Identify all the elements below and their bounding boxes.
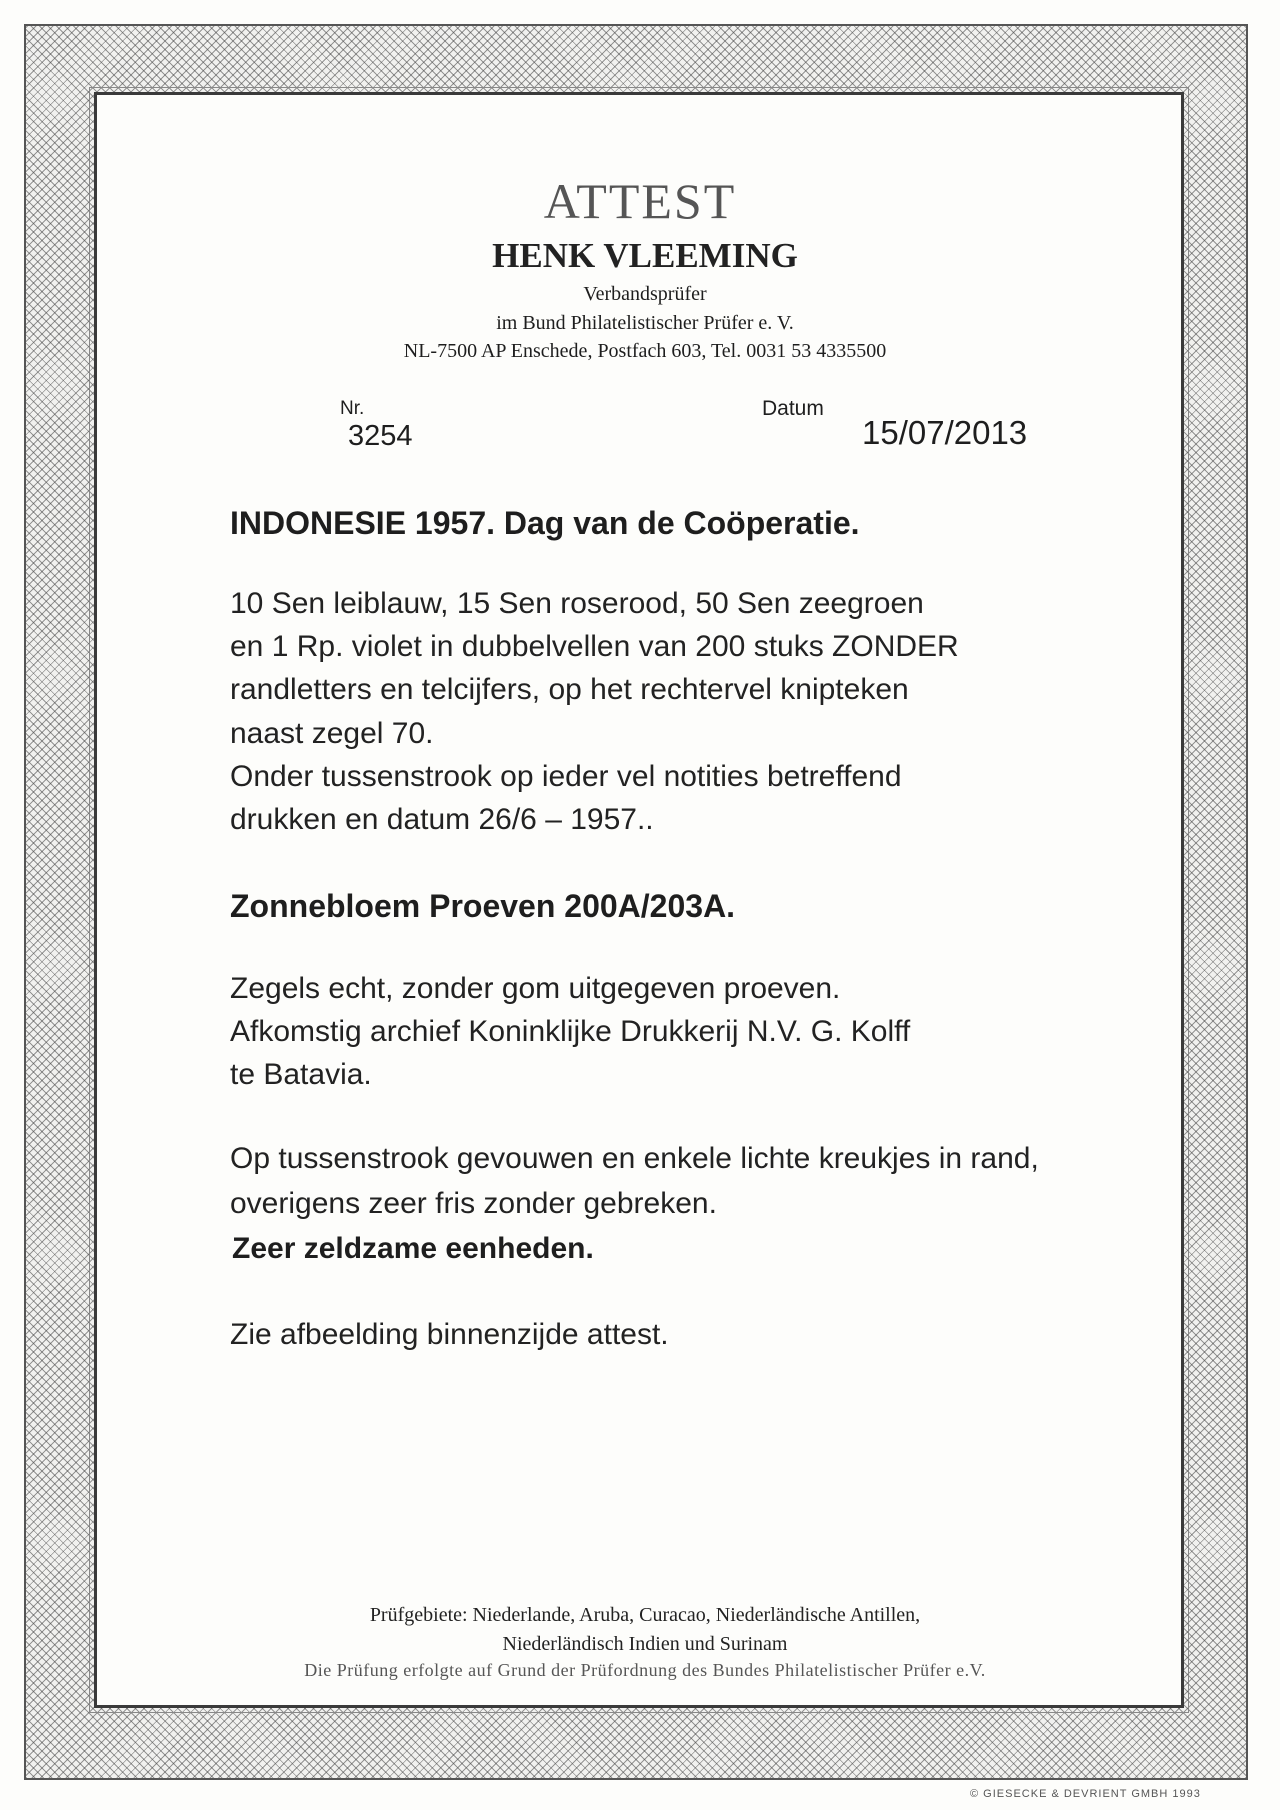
- certificate-date: 15/07/2013: [862, 414, 1028, 451]
- body-line: Afkomstig archief Koninklijke Drukkerij N.V. G. Kolff: [230, 1015, 911, 1048]
- footer-areas: Prüfgebiete: Niederlande, Aruba, Curacao, Niederländische Antillen,: [369, 1604, 921, 1626]
- printer-imprint: © GIESECKE & DEVRIENT GMBH 1993: [970, 1788, 1201, 1800]
- body-line: naast zegel 70.: [230, 717, 434, 750]
- certificate-title: ATTEST: [543, 173, 737, 229]
- body-line: te Batavia.: [230, 1058, 372, 1091]
- number-label: Nr.: [340, 398, 365, 419]
- body-line: 10 Sen leiblauw, 15 Sen roserood, 50 Sen zeegroen: [230, 587, 924, 620]
- footer-regulation: Die Prüfung erfolgte auf Grund der Prüfordnung des Bundes Philatelistischer Prüfer e.V.: [304, 1660, 986, 1680]
- body-line: Onder tussenstrook op ieder vel notities betreffend: [230, 760, 902, 793]
- body-line: Op tussenstrook gevouwen en enkele lichte kreukjes in rand,: [230, 1142, 1039, 1175]
- emphasis-line: Zeer zeldzame eenheden.: [232, 1232, 594, 1265]
- closing-line: Zie afbeelding binnenzijde attest.: [230, 1318, 669, 1351]
- association: im Bund Philatelistischer Prüfer e. V.: [496, 312, 794, 334]
- certificate-number: 3254: [348, 420, 413, 452]
- body-line: Zegels echt, zonder gom uitgegeven proeven.: [230, 972, 841, 1005]
- body-line: randletters en telcijfers, op het rechtervel knipteken: [230, 673, 909, 706]
- heading-proofs: Zonnebloem Proeven 200A/203A.: [230, 888, 736, 924]
- footer-areas-2: Niederländisch Indien und Surinam: [502, 1633, 788, 1655]
- body-line: overigens zeer fris zonder gebreken.: [230, 1187, 717, 1220]
- expert-name: HENK VLEEMING: [492, 236, 798, 275]
- date-label: Datum: [762, 397, 824, 420]
- expert-role: Verbandsprüfer: [583, 283, 707, 305]
- heading-issue: INDONESIE 1957. Dag van de Coöperatie.: [230, 505, 860, 541]
- address: NL-7500 AP Enschede, Postfach 603, Tel. 0031 53 4335500: [403, 340, 887, 362]
- body-line: en 1 Rp. violet in dubbelvellen van 200 stuks ZONDER: [230, 630, 959, 663]
- body-line: drukken en datum 26/6 – 1957..: [230, 803, 654, 836]
